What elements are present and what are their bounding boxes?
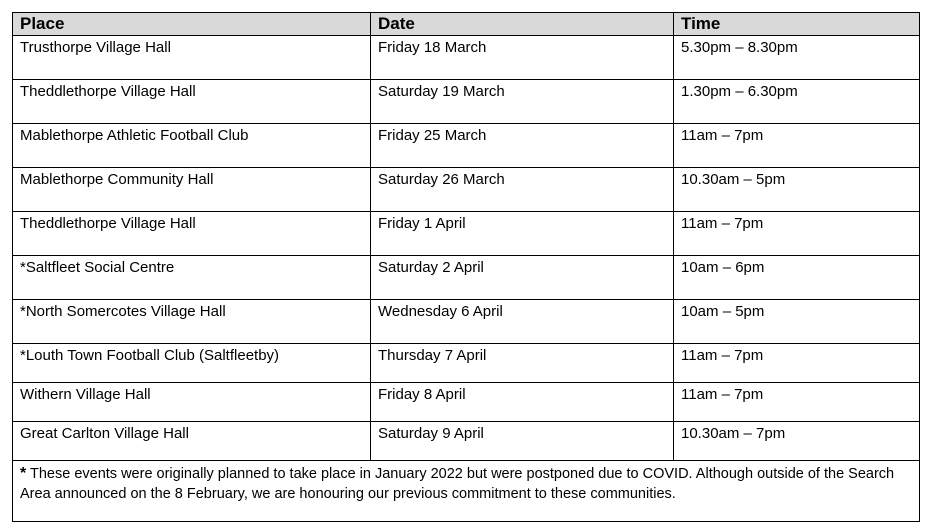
footnote-marker: * xyxy=(20,465,27,482)
footnote-cell xyxy=(13,461,920,522)
place-cell: Mablethorpe Community Hall xyxy=(13,168,371,212)
date-cell: Friday 1 April xyxy=(371,212,674,256)
place-cell: *Saltfleet Social Centre xyxy=(13,256,371,300)
column-header-date: Date xyxy=(371,13,674,36)
table-row xyxy=(13,383,920,422)
date-cell: Saturday 19 March xyxy=(371,80,674,124)
column-header-place: Place xyxy=(13,13,371,36)
place-cell: Withern Village Hall xyxy=(13,383,371,422)
date-cell: Saturday 9 April xyxy=(371,422,674,461)
column-header-time: Time xyxy=(674,13,920,36)
date-cell: Saturday 26 March xyxy=(371,168,674,212)
date-cell: Wednesday 6 April xyxy=(371,300,674,344)
place-cell: Theddlethorpe Village Hall xyxy=(13,212,371,256)
table-row xyxy=(13,124,920,168)
table-row xyxy=(13,36,920,80)
table-row xyxy=(13,422,920,461)
time-cell: 11am – 7pm xyxy=(674,344,920,383)
table-row xyxy=(13,344,920,383)
place-cell: Trusthorpe Village Hall xyxy=(13,36,371,80)
table-row xyxy=(13,168,920,212)
place-cell: *North Somercotes Village Hall xyxy=(13,300,371,344)
place-cell: Mablethorpe Athletic Football Club xyxy=(13,124,371,168)
footnote-text: These events were originally planned to take place in January 2022 but were postponed due to COVID. Although outside of the Search Area announced on the 8 February, we are honouring our previous commitment to these communities. xyxy=(20,466,895,502)
time-cell: 10.30am – 7pm xyxy=(674,422,920,461)
table-row xyxy=(13,212,920,256)
table-header-row xyxy=(13,13,920,36)
time-cell: 10am – 5pm xyxy=(674,300,920,344)
place-cell: Great Carlton Village Hall xyxy=(13,422,371,461)
events-document xyxy=(12,12,919,522)
events-table xyxy=(12,12,920,522)
time-cell: 10.30am – 5pm xyxy=(674,168,920,212)
place-cell: Theddlethorpe Village Hall xyxy=(13,80,371,124)
time-cell: 11am – 7pm xyxy=(674,383,920,422)
date-cell: Friday 18 March xyxy=(371,36,674,80)
table-row xyxy=(13,80,920,124)
time-cell: 11am – 7pm xyxy=(674,124,920,168)
place-cell: *Louth Town Football Club (Saltfleetby) xyxy=(13,344,371,383)
time-cell: 11am – 7pm xyxy=(674,212,920,256)
time-cell: 1.30pm – 6.30pm xyxy=(674,80,920,124)
date-cell: Friday 25 March xyxy=(371,124,674,168)
date-cell: Saturday 2 April xyxy=(371,256,674,300)
table-row xyxy=(13,300,920,344)
date-cell: Friday 8 April xyxy=(371,383,674,422)
table-row xyxy=(13,256,920,300)
footnote-row xyxy=(13,461,920,522)
date-cell: Thursday 7 April xyxy=(371,344,674,383)
time-cell: 5.30pm – 8.30pm xyxy=(674,36,920,80)
time-cell: 10am – 6pm xyxy=(674,256,920,300)
